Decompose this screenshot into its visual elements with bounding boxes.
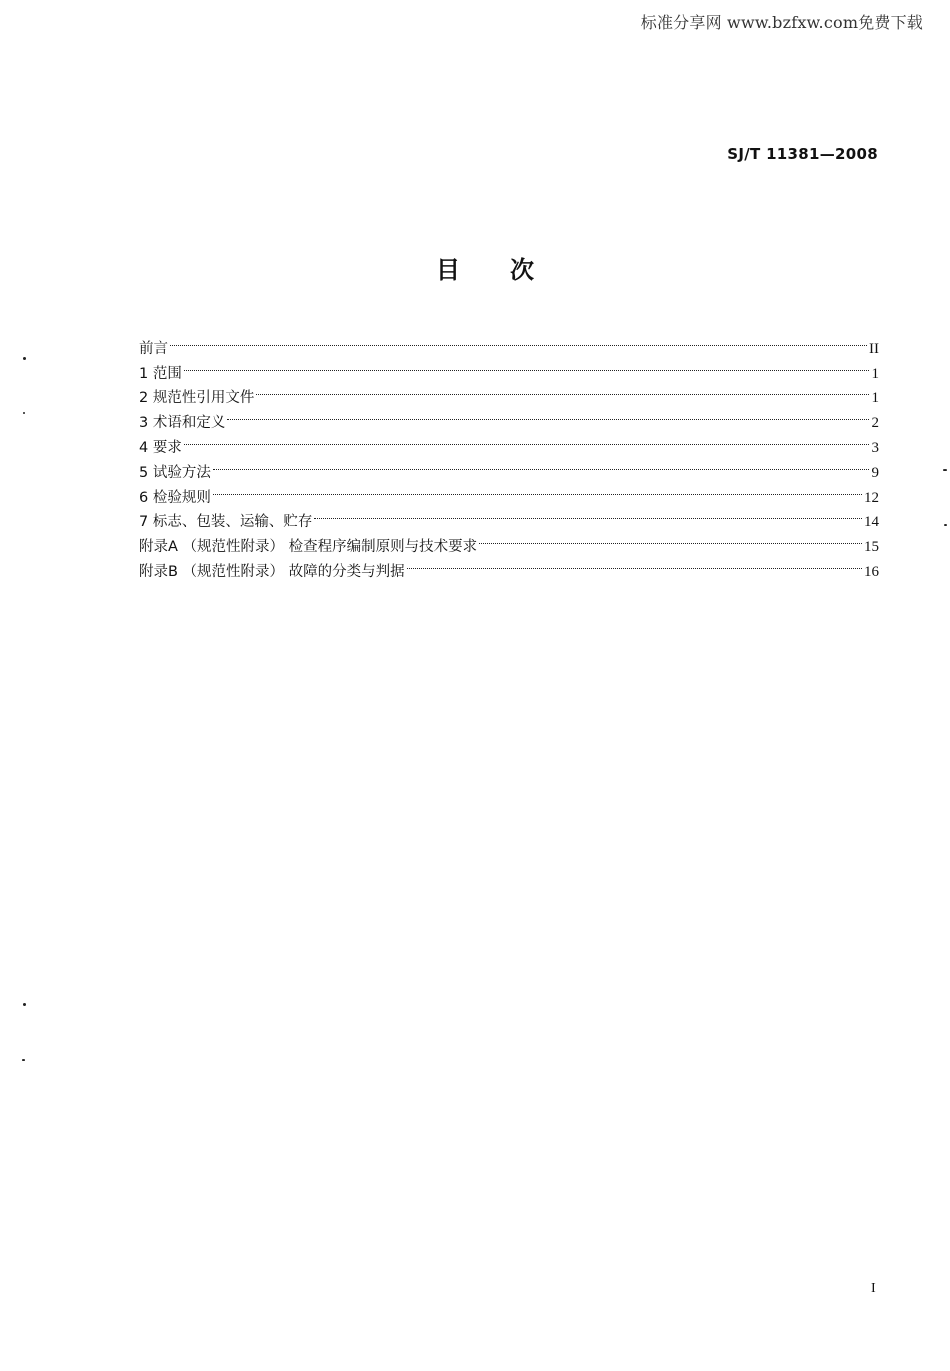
toc-entry-label: 3 术语和定义 — [139, 415, 226, 432]
toc-dot-leader — [213, 477, 862, 502]
scan-speck — [23, 357, 26, 360]
toc-entry-page: 1 — [871, 365, 879, 382]
toc-entry-page: 9 — [871, 464, 879, 481]
toc-entry-label: 7 标志、包装、运输、贮存 — [139, 514, 313, 531]
scan-speck — [23, 1003, 26, 1006]
toc-dot-leader — [184, 353, 869, 378]
toc-dot-leader — [314, 502, 862, 527]
toc-entry-page: 2 — [871, 415, 879, 432]
toc-entry-page: 3 — [871, 439, 879, 456]
toc-entry-page: 15 — [864, 539, 879, 556]
toc-entry-label: 5 试验方法 — [139, 464, 211, 481]
toc-dot-leader — [479, 526, 862, 551]
toc-dot-leader — [407, 551, 862, 576]
toc-entry-page: 16 — [864, 563, 879, 580]
watermark-text: 标准分享网 www.bzfxw.com免费下载 — [640, 13, 923, 32]
toc-dot-leader — [213, 452, 869, 477]
toc-entry-normative-references[interactable] — [139, 378, 879, 407]
toc-entry-page: 12 — [864, 489, 879, 506]
toc-entry-page: 14 — [864, 514, 879, 531]
toc-entry-foreword[interactable] — [139, 328, 879, 357]
standard-code: SJ/T 11381—2008 — [727, 145, 878, 163]
scan-speck — [22, 1059, 25, 1061]
toc-entry-requirements[interactable] — [139, 427, 879, 456]
toc-entry-page: 1 — [871, 390, 879, 407]
toc-entry-label: 1 范围 — [139, 365, 182, 382]
toc-entry-terms[interactable] — [139, 402, 879, 432]
toc-dot-leader — [227, 402, 869, 427]
toc-entry-label: 附录B （规范性附录） 故障的分类与判据 — [139, 563, 405, 580]
toc-entry-inspection-rules[interactable] — [139, 477, 879, 506]
table-of-contents — [139, 328, 879, 580]
page-number: I — [871, 1281, 876, 1296]
scan-speck — [944, 524, 947, 526]
toc-entry-label: 4 要求 — [139, 439, 182, 456]
toc-title: 目次 — [436, 256, 584, 284]
toc-entry-label: 6 检验规则 — [139, 489, 211, 506]
toc-entry-label: 前言 — [139, 340, 168, 357]
toc-dot-leader — [170, 328, 867, 353]
toc-entry-marking-packaging[interactable] — [139, 502, 879, 531]
toc-entry-scope[interactable] — [139, 353, 879, 382]
scan-speck — [23, 412, 25, 414]
toc-entry-label: 附录A （规范性附录） 检查程序编制原则与技术要求 — [139, 539, 478, 556]
toc-dot-leader — [184, 427, 869, 452]
toc-entry-label: 2 规范性引用文件 — [139, 390, 255, 407]
toc-entry-test-methods[interactable] — [139, 452, 879, 481]
toc-entry-page: II — [869, 340, 879, 357]
scan-speck — [943, 469, 947, 471]
toc-dot-leader — [256, 378, 869, 403]
